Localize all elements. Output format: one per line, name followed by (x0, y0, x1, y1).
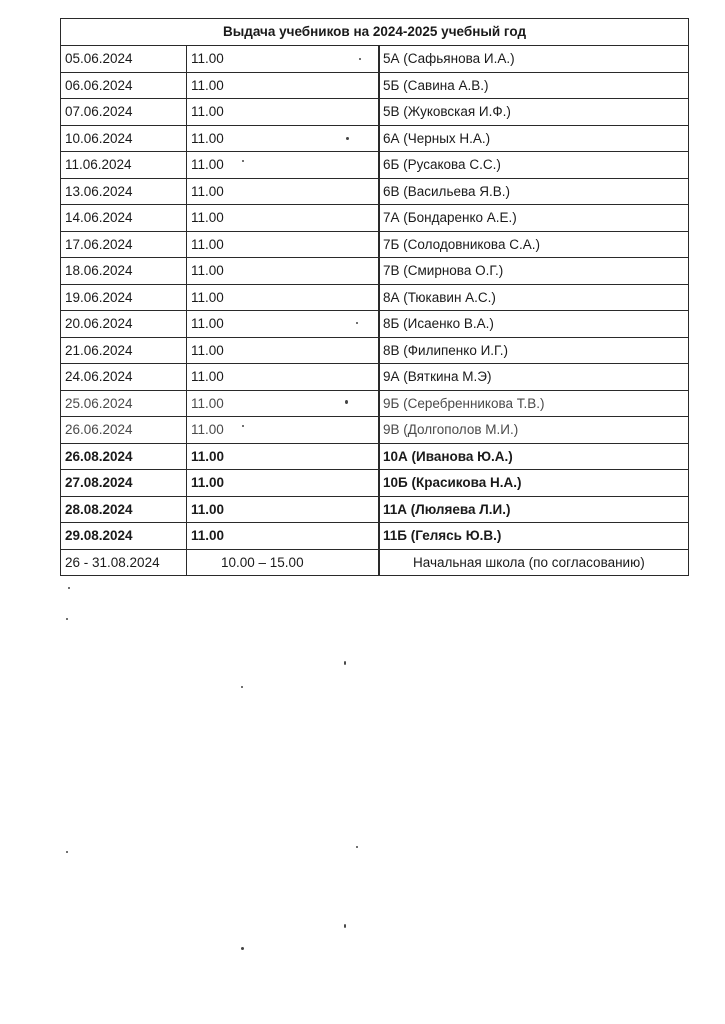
class-teacher-text: 7А (Бондаренко А.Е.) (383, 210, 517, 225)
date-cell: 11.06.2024 (61, 152, 187, 179)
date-cell: 07.06.2024 (61, 99, 187, 126)
table-row (61, 152, 689, 179)
class-teacher-text: 5Б (Савина А.В.) (383, 77, 489, 93)
table-row (61, 337, 689, 364)
class-teacher-text: 9Б (Серебренникова Т.В.) (383, 395, 545, 411)
date-cell: 05.06.2024 (61, 46, 187, 73)
class-cell (379, 178, 689, 205)
date-cell: 13.06.2024 (61, 178, 187, 205)
time-cell: 11.00 (187, 470, 379, 497)
table-row (61, 443, 689, 470)
time-cell: 11.00 (187, 205, 379, 232)
table-row (61, 496, 689, 523)
time-cell: 11.00 (187, 99, 379, 126)
date-cell: 27.08.2024 (61, 470, 187, 497)
time-cell: 11.00 (187, 523, 379, 550)
table-title: Выдача учебников на 2024-2025 учебный год (61, 19, 689, 46)
class-teacher-text: Начальная школа (по согласованию) (413, 554, 645, 570)
table-header-row (61, 19, 689, 46)
date-cell: 21.06.2024 (61, 337, 187, 364)
scan-speck (344, 924, 346, 928)
date-cell: 26.08.2024 (61, 443, 187, 470)
date-cell: 18.06.2024 (61, 258, 187, 285)
class-cell (379, 99, 689, 126)
table-row (61, 549, 689, 576)
time-cell: 11.00 (187, 337, 379, 364)
date-cell: 26.06.2024 (61, 417, 187, 444)
scan-speck (356, 846, 358, 848)
time-cell: 11.00 (187, 284, 379, 311)
scan-speck (359, 58, 361, 60)
table-row (61, 125, 689, 152)
table-row (61, 470, 689, 497)
class-cell (379, 337, 689, 364)
table-row (61, 311, 689, 338)
scan-speck (344, 661, 346, 665)
time-cell: 11.00 (187, 231, 379, 258)
class-teacher-text: 6В (Васильева Я.В.) (383, 183, 511, 199)
time-cell: 11.00 (187, 72, 379, 99)
date-cell: 17.06.2024 (61, 231, 187, 258)
class-cell (379, 311, 689, 338)
date-cell: 14.06.2024 (61, 205, 187, 232)
class-teacher-text: 8А (Тюкавин А.С.) (383, 289, 496, 305)
date-cell: 28.08.2024 (61, 496, 187, 523)
time-cell: 11.00 (187, 390, 379, 417)
class-cell (379, 523, 689, 550)
time-cell: 11.00 (187, 496, 379, 523)
date-cell: 06.06.2024 (61, 72, 187, 99)
class-teacher-text: 6А (Черных Н.А.) (383, 130, 491, 146)
date-cell: 24.06.2024 (61, 364, 187, 391)
table-row (61, 99, 689, 126)
date-cell: 20.06.2024 (61, 311, 187, 338)
time-cell: 11.00 (187, 258, 379, 285)
time-cell: 11.00 (187, 364, 379, 391)
class-teacher-text: 7Б (Солодовникова С.А.) (383, 236, 540, 252)
table-row (61, 417, 689, 444)
table-row (61, 46, 689, 73)
scan-speck (68, 587, 70, 589)
class-teacher-text: 9А (Вяткина М.Э) (383, 369, 492, 384)
scan-speck (242, 160, 244, 162)
time-cell: 11.00 (187, 417, 379, 444)
table-row (61, 178, 689, 205)
class-cell (379, 364, 689, 391)
scan-speck (241, 686, 243, 688)
class-cell (379, 46, 689, 73)
time-cell: 11.00 (187, 125, 379, 152)
table-row (61, 364, 689, 391)
class-cell (379, 417, 689, 444)
class-cell (379, 470, 689, 497)
table-row (61, 523, 689, 550)
class-cell (379, 152, 689, 179)
class-teacher-text: 8Б (Исаенко В.А.) (383, 316, 494, 331)
class-teacher-text: 9В (Долгополов М.И.) (383, 422, 519, 437)
scan-speck (346, 137, 349, 140)
class-teacher-text: 5А (Сафьянова И.А.) (383, 51, 515, 66)
scan-speck (356, 322, 358, 324)
class-cell (379, 284, 689, 311)
class-cell (379, 72, 689, 99)
table-row (61, 231, 689, 258)
date-cell: 29.08.2024 (61, 523, 187, 550)
class-teacher-text: 10А (Иванова Ю.А.) (383, 448, 513, 464)
class-teacher-text: 7В (Смирнова О.Г.) (383, 263, 504, 278)
class-teacher-text: 6Б (Русакова С.С.) (383, 157, 501, 172)
scan-speck (66, 851, 68, 853)
table-row (61, 284, 689, 311)
time-cell: 11.00 (187, 311, 379, 338)
class-teacher-text: 11А (Люляева Л.И.) (383, 501, 511, 517)
scan-speck (66, 618, 68, 620)
schedule-table (60, 18, 689, 576)
date-cell: 25.06.2024 (61, 390, 187, 417)
date-cell: 10.06.2024 (61, 125, 187, 152)
class-teacher-text: 8В (Филипенко И.Г.) (383, 342, 508, 358)
class-cell (379, 258, 689, 285)
table-body (61, 46, 689, 576)
time-cell: 11.00 (187, 443, 379, 470)
class-cell (379, 231, 689, 258)
class-teacher-text: 11Б (Гелясь Ю.В.) (383, 528, 502, 543)
table-row (61, 72, 689, 99)
date-cell: 26 - 31.08.2024 (61, 549, 187, 576)
table-row (61, 258, 689, 285)
class-cell (379, 205, 689, 232)
class-cell (379, 443, 689, 470)
time-cell: 10.00 – 15.00 (187, 549, 379, 576)
scan-speck (345, 400, 348, 404)
scan-speck (241, 947, 244, 950)
class-cell (379, 390, 689, 417)
class-cell (379, 125, 689, 152)
table-row (61, 390, 689, 417)
class-cell (379, 496, 689, 523)
time-cell: 11.00 (187, 178, 379, 205)
class-cell (379, 549, 689, 576)
scan-speck (242, 425, 244, 427)
class-teacher-text: 10Б (Красикова Н.А.) (383, 475, 522, 490)
time-cell: 11.00 (187, 46, 379, 73)
class-teacher-text: 5В (Жуковская И.Ф.) (383, 104, 511, 119)
time-cell: 11.00 (187, 152, 379, 179)
date-cell: 19.06.2024 (61, 284, 187, 311)
table-row (61, 205, 689, 232)
